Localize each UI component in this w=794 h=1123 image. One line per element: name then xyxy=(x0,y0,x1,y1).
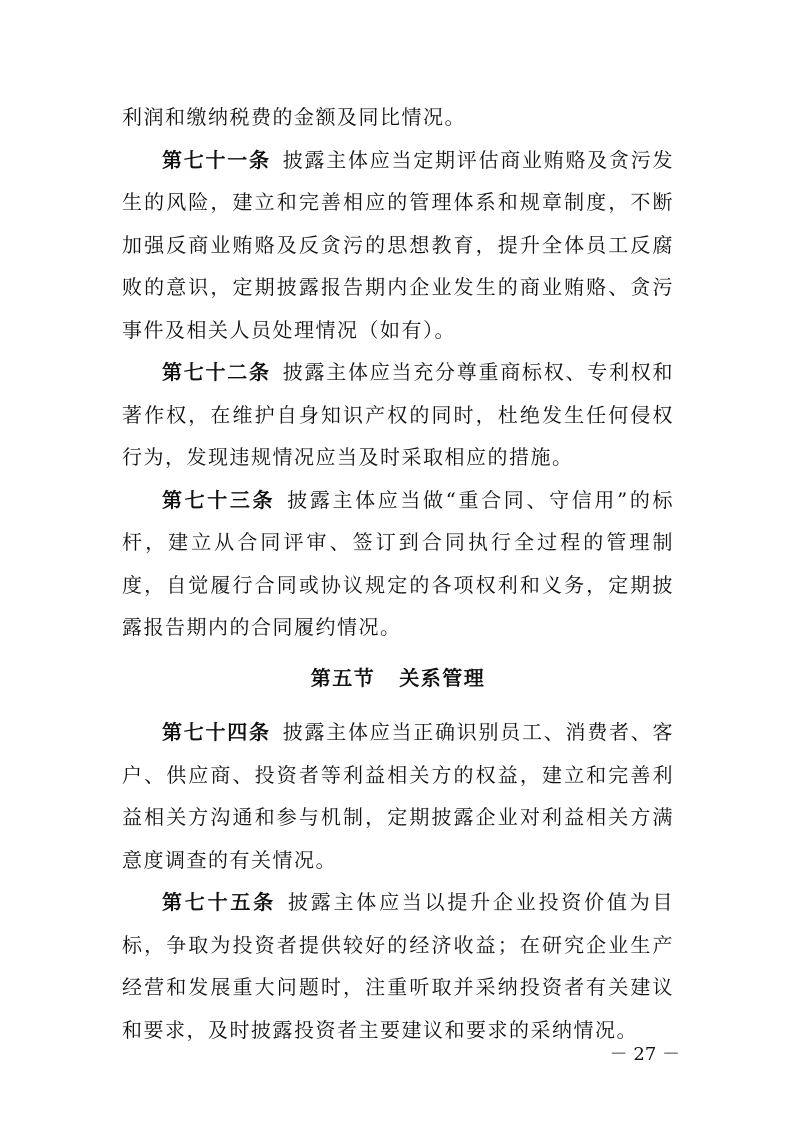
article-71-heading: 第七十一条 xyxy=(162,147,271,172)
article-75-heading: 第七十五条 xyxy=(162,890,276,914)
document-body xyxy=(122,96,674,1051)
section-heading xyxy=(122,649,674,712)
section-title: 关系管理 xyxy=(399,665,486,690)
paragraph-continuation: 利润和缴纳税费的金额及同比情况。 xyxy=(122,105,466,129)
article-72-heading: 第七十二条 xyxy=(162,360,271,384)
article-75-text: 披露主体应当以提升企业投资价值为目标，争取为投资者提供较好的经济收益；在研究企业生产经营和发展重大问题时，注重听取并采纳投资者有关建议和要求，及时披露投资者主要建议和要求的采纳情况。 xyxy=(122,890,675,1042)
article-73-text: 披露主体应当做“重合同、守信用”的标杆，建立从合同评审、签订到合同执行全过程的管理制度，自觉履行合同或协议规定的各项权利和义务，定期披露报告期内的合同履约情况。 xyxy=(122,487,675,639)
article-74-text: 披露主体应当正确识别员工、消费者、客户、供应商、投资者等利益相关方的权益，建立和完善利益相关方沟通和参与机制，定期披露企业对利益相关方满意度调查的有关情况。 xyxy=(122,720,674,872)
article-72 xyxy=(122,351,674,479)
article-73-heading: 第七十三条 xyxy=(162,487,276,512)
article-74-heading: 第七十四条 xyxy=(162,720,271,744)
article-73 xyxy=(122,479,674,649)
article-72-text: 披露主体应当充分尊重商标权、专利权和著作权，在维护自身知识产权的同时，杜绝发生任何侵权行为，发现违规情况应当及时采取相应的措施。 xyxy=(122,360,674,469)
article-71 xyxy=(122,139,674,352)
article-75 xyxy=(122,881,674,1051)
article-71-text: 披露主体应当定期评估商业贿赂及贪污发生的风险，建立和完善相应的管理体系和规章制度，不断加强反商业贿赂及反贪污的思想教育，提升全体员工反腐败的意识，定期披露报告期内企业发生的商业贿赂、贪污事件及相关人员处理情况（如有）。 xyxy=(122,147,674,342)
article-74 xyxy=(122,711,674,881)
section-number: 第五节 xyxy=(310,665,376,690)
page-number: － 27 － xyxy=(609,1044,680,1065)
